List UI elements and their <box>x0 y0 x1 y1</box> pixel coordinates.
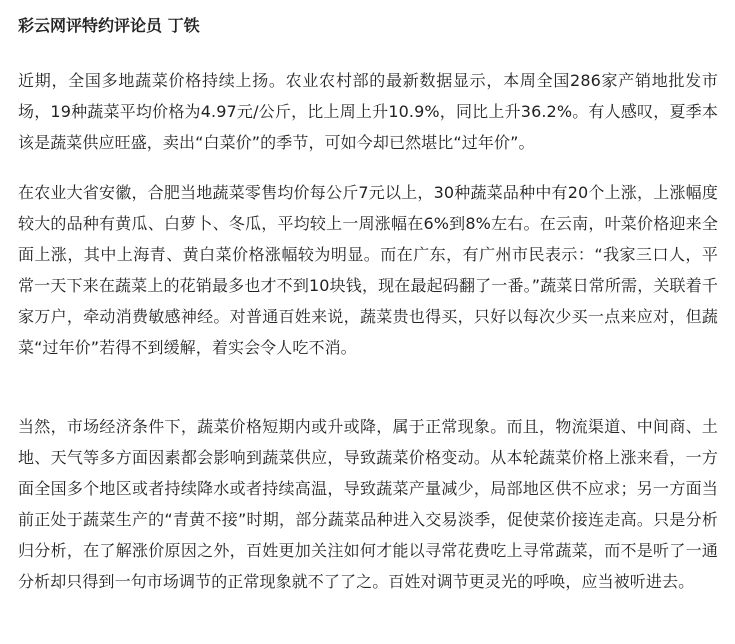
article-paragraph-2: 在农业大省安徽，合肥当地蔬菜零售均价每公斤7元以上，30种蔬菜品种中有20个上涨，上涨幅度较大的品种有黄瓜、白萝卜、冬瓜，平均较上一周涨幅在6%到8%左右。在云南，叶菜价格迎来全面上涨，其中上海青、黄白菜价格涨幅较为明显。而在广东，有广州市民表示：“我家三口人，平常一天下来在蔬菜上的花销最多也才不到10块钱，现在最起码翻了一番。”蔬菜日常所需，关联着千家万户，牵动消费敏感神经。对普通百姓来说，蔬菜贵也得买，只好以每次少买一点来应对，但蔬菜“过年价”若得不到缓解，着实会令人吃不消。 <box>18 183 718 357</box>
article-byline: 彩云网评特约评论员 丁铁 <box>18 16 200 35</box>
article-paragraph-3: 当然，市场经济条件下，蔬菜价格短期内或升或降，属于正常现象。而且，物流渠道、中间商、土地、天气等多方面因素都会影响到蔬菜供应，导致蔬菜价格变动。从本轮蔬菜价格上涨来看，一方面全国多个地区或者持续降水或者持续高温，导致蔬菜产量减少，局部地区供不应求；另一方面当前正处于蔬菜生产的“青黄不接”时期，部分蔬菜品种进入交易淡季，促使菜价接连走高。只是分析归分析，在了解涨价原因之外，百姓更加关注如何才能以寻常花费吃上寻常蔬菜，而不是听了一通分析却只得到一句市场调节的正常现象就不了了之。百姓对调节更灵光的呼唤，应当被听进去。 <box>18 417 718 591</box>
article-paragraph-1: 近期，全国多地蔬菜价格持续上扬。农业农村部的最新数据显示，本周全国286家产销地批发市场，19种蔬菜平均价格为4.97元/公斤，比上周上升10.9%，同比上升36.2%。有人感叹，夏季本该是蔬菜供应旺盛，卖出“白菜价”的季节，可如今却已然堪比“过年价”。 <box>18 71 718 152</box>
